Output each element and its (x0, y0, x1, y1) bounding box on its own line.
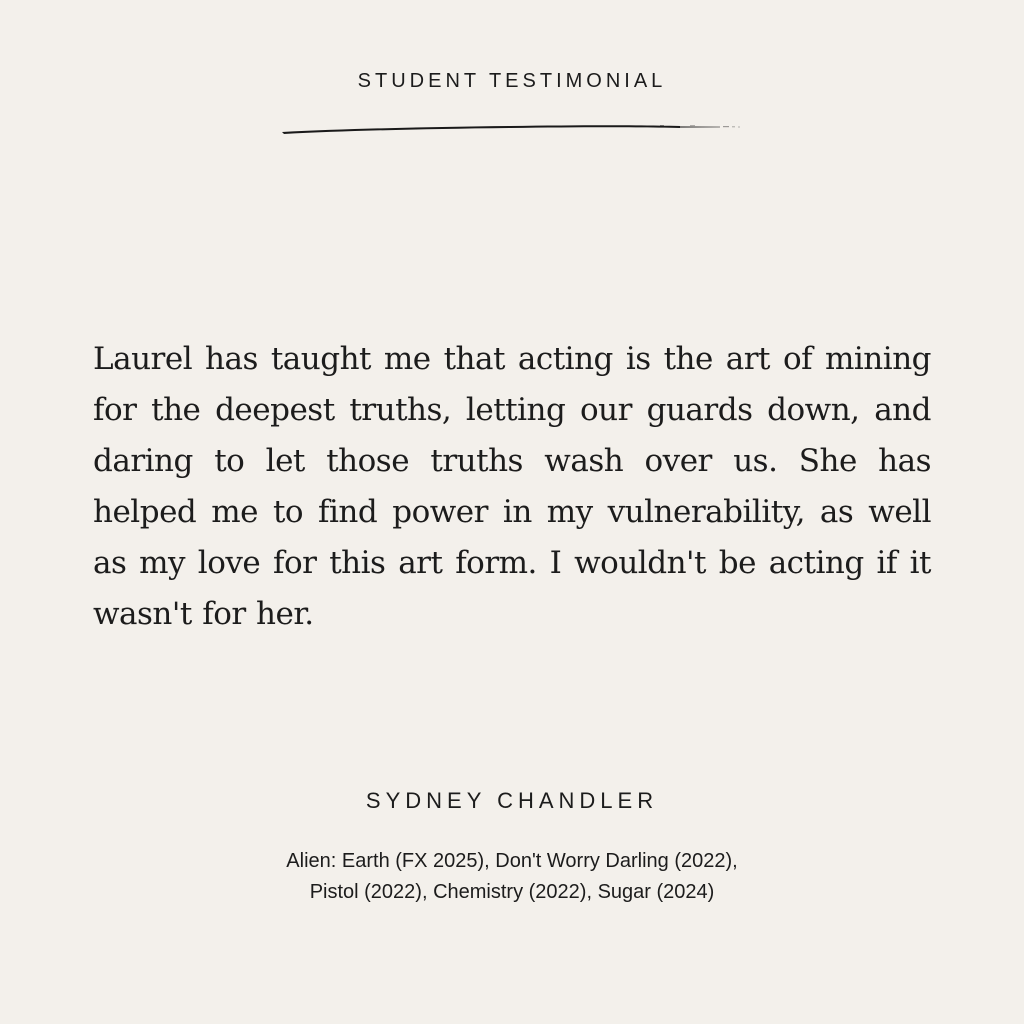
section-heading: STUDENT TESTIMONIAL (357, 70, 667, 92)
author-name: SYDNEY CHANDLER (365, 788, 659, 813)
credits-line-1: Alien: Earth (FX 2025), Don't Worry Darling (2022), (286, 850, 738, 872)
testimonial-quote: Laurel has taught me that acting is the art of mining for the deepest truths, letting our guards down, and daring to let those truths wash over us. She has helped me to find power in my vulnerability, as well as my love for this art form. I wouldn't be acting if it wasn't for her. (93, 341, 931, 632)
author-credits (0, 846, 1024, 908)
brush-stroke-divider (280, 118, 750, 142)
credits-line-2: Pistol (2022), Chemistry (2022), Sugar (2024) (309, 881, 715, 903)
